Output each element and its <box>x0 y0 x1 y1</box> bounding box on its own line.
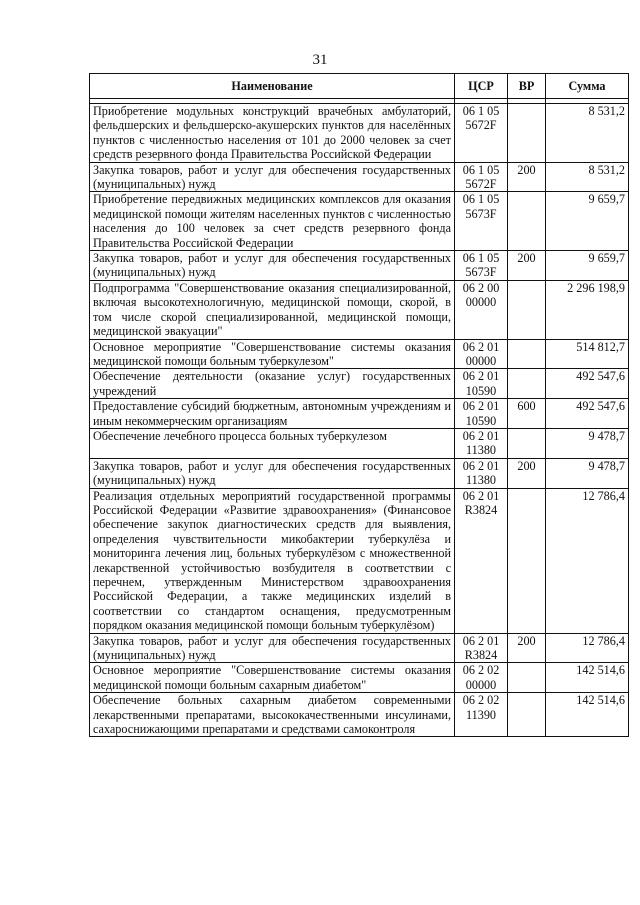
row-vr <box>508 104 546 163</box>
row-csr <box>455 663 508 693</box>
row-vr: 200 <box>508 251 546 281</box>
row-name: Приобретение передвижных медицинских комплексов для оказания медицинской помощи жителям населенных пунктов с численностью населения до 100 человек за счет средств резервного фонда Правительства Российской Федерации <box>90 192 455 251</box>
row-csr <box>455 162 508 192</box>
row-sum: 9 478,7 <box>546 428 629 458</box>
row-csr-direction: 11390 <box>465 707 497 722</box>
row-vr: 200 <box>508 162 546 192</box>
row-csr <box>455 428 508 458</box>
row-csr-program: 06 2 01 <box>462 633 500 648</box>
row-vr: 600 <box>508 399 546 429</box>
row-csr-program: 06 2 01 <box>462 339 500 354</box>
row-name: Реализация отдельных мероприятий государственной программы Российской Федерации «Развитие здравоохранения» (Финансовое обеспечение закупок диагностических средств для выявления, определения чувствительности микобактерии туберкулёза и мониторинга лечения лиц, больных туберкулёзом с множественной лекарственной устойчивостью возбудителя в соответствии с перечнем, утвержденным Министерством здравоохранения Российской Федерации, а также медицинских изделий в соответствии со стандартом оснащения, предусмотренным порядком оказания медицинской помощи больным туберкулёзом) <box>90 488 455 633</box>
row-csr-program: 06 1 05 <box>462 104 500 118</box>
row-name: Основное мероприятие "Совершенствование системы оказания медицинской помощи больным туберкулезом" <box>90 339 455 369</box>
row-name: Приобретение модульных конструкций врачебных амбулаторий, фельдшерских и фельдшерско-акушерских пунктов для населённых пунктов с численностью населения от 101 до 2000 человек за счет средств резервного фонда Правительства Российской Федерации <box>90 104 455 163</box>
row-csr-direction: 00000 <box>465 295 497 310</box>
row-name: Подпрограмма "Совершенствование оказания специализированной, включая высокотехнологичную, медицинской помощи, скорой, в том числе скорой специализированной, медицинской помощи, медицинской эвакуации" <box>90 280 455 339</box>
row-sum: 12 786,4 <box>546 633 629 663</box>
page-number: 31 <box>312 52 328 68</box>
row-csr <box>455 339 508 369</box>
row-csr-direction: 5673F <box>465 265 497 280</box>
row-csr <box>455 399 508 429</box>
row-name: Основное мероприятие "Совершенствование системы оказания медицинской помощи больным сахарным диабетом" <box>90 663 455 693</box>
row-vr <box>508 663 546 693</box>
budget-table <box>89 73 629 737</box>
row-csr-program: 06 2 01 <box>462 399 500 414</box>
row-csr-program: 06 2 01 <box>462 488 500 503</box>
row-name: Обеспечение лечебного процесса больных туберкулезом <box>90 428 455 458</box>
row-csr <box>455 369 508 399</box>
header-csr: ЦСР <box>455 74 508 99</box>
row-name: Обеспечение деятельности (оказание услуг) государственных учреждений <box>90 369 455 399</box>
row-csr-direction: R3824 <box>464 502 498 517</box>
row-csr-direction: 00000 <box>465 677 497 692</box>
row-vr <box>508 339 546 369</box>
row-sum: 9 659,7 <box>546 251 629 281</box>
row-vr <box>508 428 546 458</box>
row-csr-direction: 10590 <box>465 413 497 428</box>
table-row <box>90 162 629 192</box>
row-csr-program: 06 2 01 <box>462 428 500 443</box>
row-vr <box>508 693 546 737</box>
row-csr-program: 06 2 02 <box>462 663 500 678</box>
row-csr-direction: R3824 <box>464 648 498 663</box>
row-name: Закупка товаров, работ и услуг для обеспечения государственных (муниципальных) нужд <box>90 162 455 192</box>
header-vr: ВР <box>508 74 546 99</box>
row-vr: 200 <box>508 633 546 663</box>
row-vr <box>508 488 546 633</box>
row-csr <box>455 280 508 339</box>
row-csr-program: 06 2 01 <box>462 458 500 473</box>
row-vr <box>508 369 546 399</box>
row-csr <box>455 633 508 663</box>
row-csr <box>455 693 508 737</box>
row-sum: 12 786,4 <box>546 488 629 633</box>
table-header-row <box>90 74 629 99</box>
row-csr-direction: 00000 <box>465 353 497 368</box>
table-row <box>90 458 629 488</box>
row-csr-program: 06 2 02 <box>462 693 500 708</box>
row-sum: 8 531,2 <box>546 104 629 163</box>
row-csr <box>455 192 508 251</box>
row-sum: 142 514,6 <box>546 663 629 693</box>
row-csr-direction: 10590 <box>465 383 497 398</box>
header-name: Наименование <box>90 74 455 99</box>
header-sum: Сумма <box>546 74 629 99</box>
row-csr-program: 06 1 05 <box>462 162 500 177</box>
row-sum: 514 812,7 <box>546 339 629 369</box>
row-csr <box>455 488 508 633</box>
row-csr-program: 06 1 05 <box>462 192 500 207</box>
row-name: Предоставление субсидий бюджетным, автономным учреждениям и иным некоммерческим организациям <box>90 399 455 429</box>
table-row <box>90 428 629 458</box>
table-row <box>90 399 629 429</box>
table-row <box>90 663 629 693</box>
row-sum: 492 547,6 <box>546 399 629 429</box>
row-csr-direction: 5672F <box>465 177 497 192</box>
table-row <box>90 369 629 399</box>
row-csr <box>455 251 508 281</box>
row-csr-program: 06 2 00 <box>462 280 500 295</box>
table-row <box>90 104 629 163</box>
table-row <box>90 280 629 339</box>
table-row <box>90 339 629 369</box>
row-csr <box>455 458 508 488</box>
table-row <box>90 251 629 281</box>
row-sum: 9 659,7 <box>546 192 629 251</box>
row-csr-direction: 5673F <box>465 206 497 221</box>
row-csr-direction: 5672F <box>465 118 497 133</box>
row-sum: 492 547,6 <box>546 369 629 399</box>
row-sum: 142 514,6 <box>546 693 629 737</box>
table-row <box>90 693 629 737</box>
table-row <box>90 488 629 633</box>
row-sum: 8 531,2 <box>546 162 629 192</box>
row-name: Закупка товаров, работ и услуг для обеспечения государственных (муниципальных) нужд <box>90 633 455 663</box>
row-name: Закупка товаров, работ и услуг для обеспечения государственных (муниципальных) нужд <box>90 251 455 281</box>
row-vr <box>508 280 546 339</box>
table-row <box>90 192 629 251</box>
row-sum: 2 296 198,9 <box>546 280 629 339</box>
table-row <box>90 633 629 663</box>
row-name: Закупка товаров, работ и услуг для обеспечения государственных (муниципальных) нужд <box>90 458 455 488</box>
row-sum: 9 478,7 <box>546 458 629 488</box>
row-name: Обеспечение больных сахарным диабетом современными лекарственными препаратами, высококачественными инсулинами, сахароснижающими препаратами и средствами самоконтроля <box>90 693 455 737</box>
row-csr-direction: 11380 <box>465 473 497 488</box>
row-csr-program: 06 1 05 <box>462 251 500 266</box>
row-csr-program: 06 2 01 <box>462 369 500 384</box>
row-csr-direction: 11380 <box>465 443 497 458</box>
row-vr: 200 <box>508 458 546 488</box>
row-csr <box>455 104 508 163</box>
row-vr <box>508 192 546 251</box>
